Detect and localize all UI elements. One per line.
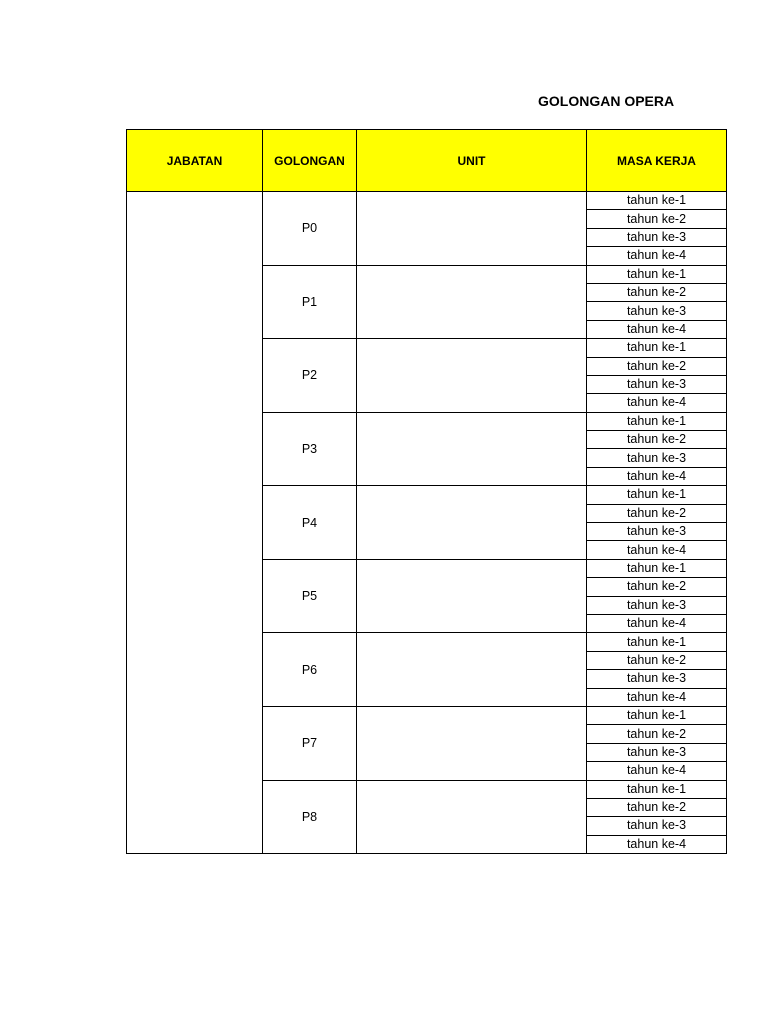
golongan-cell: P7: [263, 706, 357, 780]
golongan-table: [126, 129, 727, 854]
masa-kerja-cell: tahun ke-4: [587, 762, 727, 780]
masa-kerja-cell: tahun ke-4: [587, 614, 727, 632]
masa-kerja-cell: tahun ke-1: [587, 633, 727, 651]
table-row: [127, 192, 727, 210]
masa-kerja-cell: tahun ke-4: [587, 247, 727, 265]
masa-kerja-cell: tahun ke-4: [587, 835, 727, 853]
masa-kerja-cell: tahun ke-3: [587, 449, 727, 467]
masa-kerja-cell: tahun ke-3: [587, 523, 727, 541]
masa-kerja-cell: tahun ke-2: [587, 431, 727, 449]
golongan-cell: P0: [263, 192, 357, 266]
golongan-cell: P2: [263, 339, 357, 413]
masa-kerja-cell: tahun ke-3: [587, 228, 727, 246]
masa-kerja-cell: tahun ke-1: [587, 412, 727, 430]
masa-kerja-cell: tahun ke-1: [587, 192, 727, 210]
header-masa-kerja: MASA KERJA: [587, 130, 727, 192]
masa-kerja-cell: tahun ke-3: [587, 743, 727, 761]
unit-cell: [357, 265, 587, 339]
golongan-cell: P4: [263, 486, 357, 560]
masa-kerja-cell: tahun ke-1: [587, 265, 727, 283]
unit-cell: [357, 633, 587, 707]
masa-kerja-cell: tahun ke-2: [587, 651, 727, 669]
unit-cell: [357, 780, 587, 854]
unit-cell: [357, 706, 587, 780]
masa-kerja-cell: tahun ke-4: [587, 394, 727, 412]
masa-kerja-cell: tahun ke-3: [587, 670, 727, 688]
masa-kerja-cell: tahun ke-2: [587, 578, 727, 596]
masa-kerja-cell: tahun ke-1: [587, 706, 727, 724]
masa-kerja-cell: tahun ke-2: [587, 210, 727, 228]
golongan-cell: P5: [263, 559, 357, 633]
masa-kerja-cell: tahun ke-2: [587, 283, 727, 301]
masa-kerja-cell: tahun ke-2: [587, 357, 727, 375]
masa-kerja-cell: tahun ke-3: [587, 596, 727, 614]
golongan-cell: P8: [263, 780, 357, 854]
masa-kerja-cell: tahun ke-1: [587, 486, 727, 504]
masa-kerja-cell: tahun ke-1: [587, 780, 727, 798]
masa-kerja-cell: tahun ke-3: [587, 375, 727, 393]
masa-kerja-cell: tahun ke-1: [587, 559, 727, 577]
unit-cell: [357, 559, 587, 633]
header-golongan: GOLONGAN: [263, 130, 357, 192]
masa-kerja-cell: tahun ke-1: [587, 339, 727, 357]
unit-cell: [357, 192, 587, 266]
unit-cell: [357, 412, 587, 486]
masa-kerja-cell: tahun ke-2: [587, 798, 727, 816]
masa-kerja-cell: tahun ke-4: [587, 467, 727, 485]
jabatan-cell: [127, 192, 263, 854]
masa-kerja-cell: tahun ke-3: [587, 302, 727, 320]
header-jabatan: JABATAN: [127, 130, 263, 192]
masa-kerja-cell: tahun ke-2: [587, 725, 727, 743]
header-row: [127, 130, 727, 192]
unit-cell: [357, 486, 587, 560]
table-body: [127, 192, 727, 854]
masa-kerja-cell: tahun ke-2: [587, 504, 727, 522]
table-container: [126, 129, 696, 859]
masa-kerja-cell: tahun ke-4: [587, 688, 727, 706]
golongan-cell: P1: [263, 265, 357, 339]
golongan-cell: P6: [263, 633, 357, 707]
page-title: GOLONGAN OPERA: [538, 93, 675, 109]
unit-cell: [357, 339, 587, 413]
masa-kerja-cell: tahun ke-4: [587, 320, 727, 338]
header-unit: UNIT: [357, 130, 587, 192]
masa-kerja-cell: tahun ke-4: [587, 541, 727, 559]
golongan-cell: P3: [263, 412, 357, 486]
masa-kerja-cell: tahun ke-3: [587, 817, 727, 835]
